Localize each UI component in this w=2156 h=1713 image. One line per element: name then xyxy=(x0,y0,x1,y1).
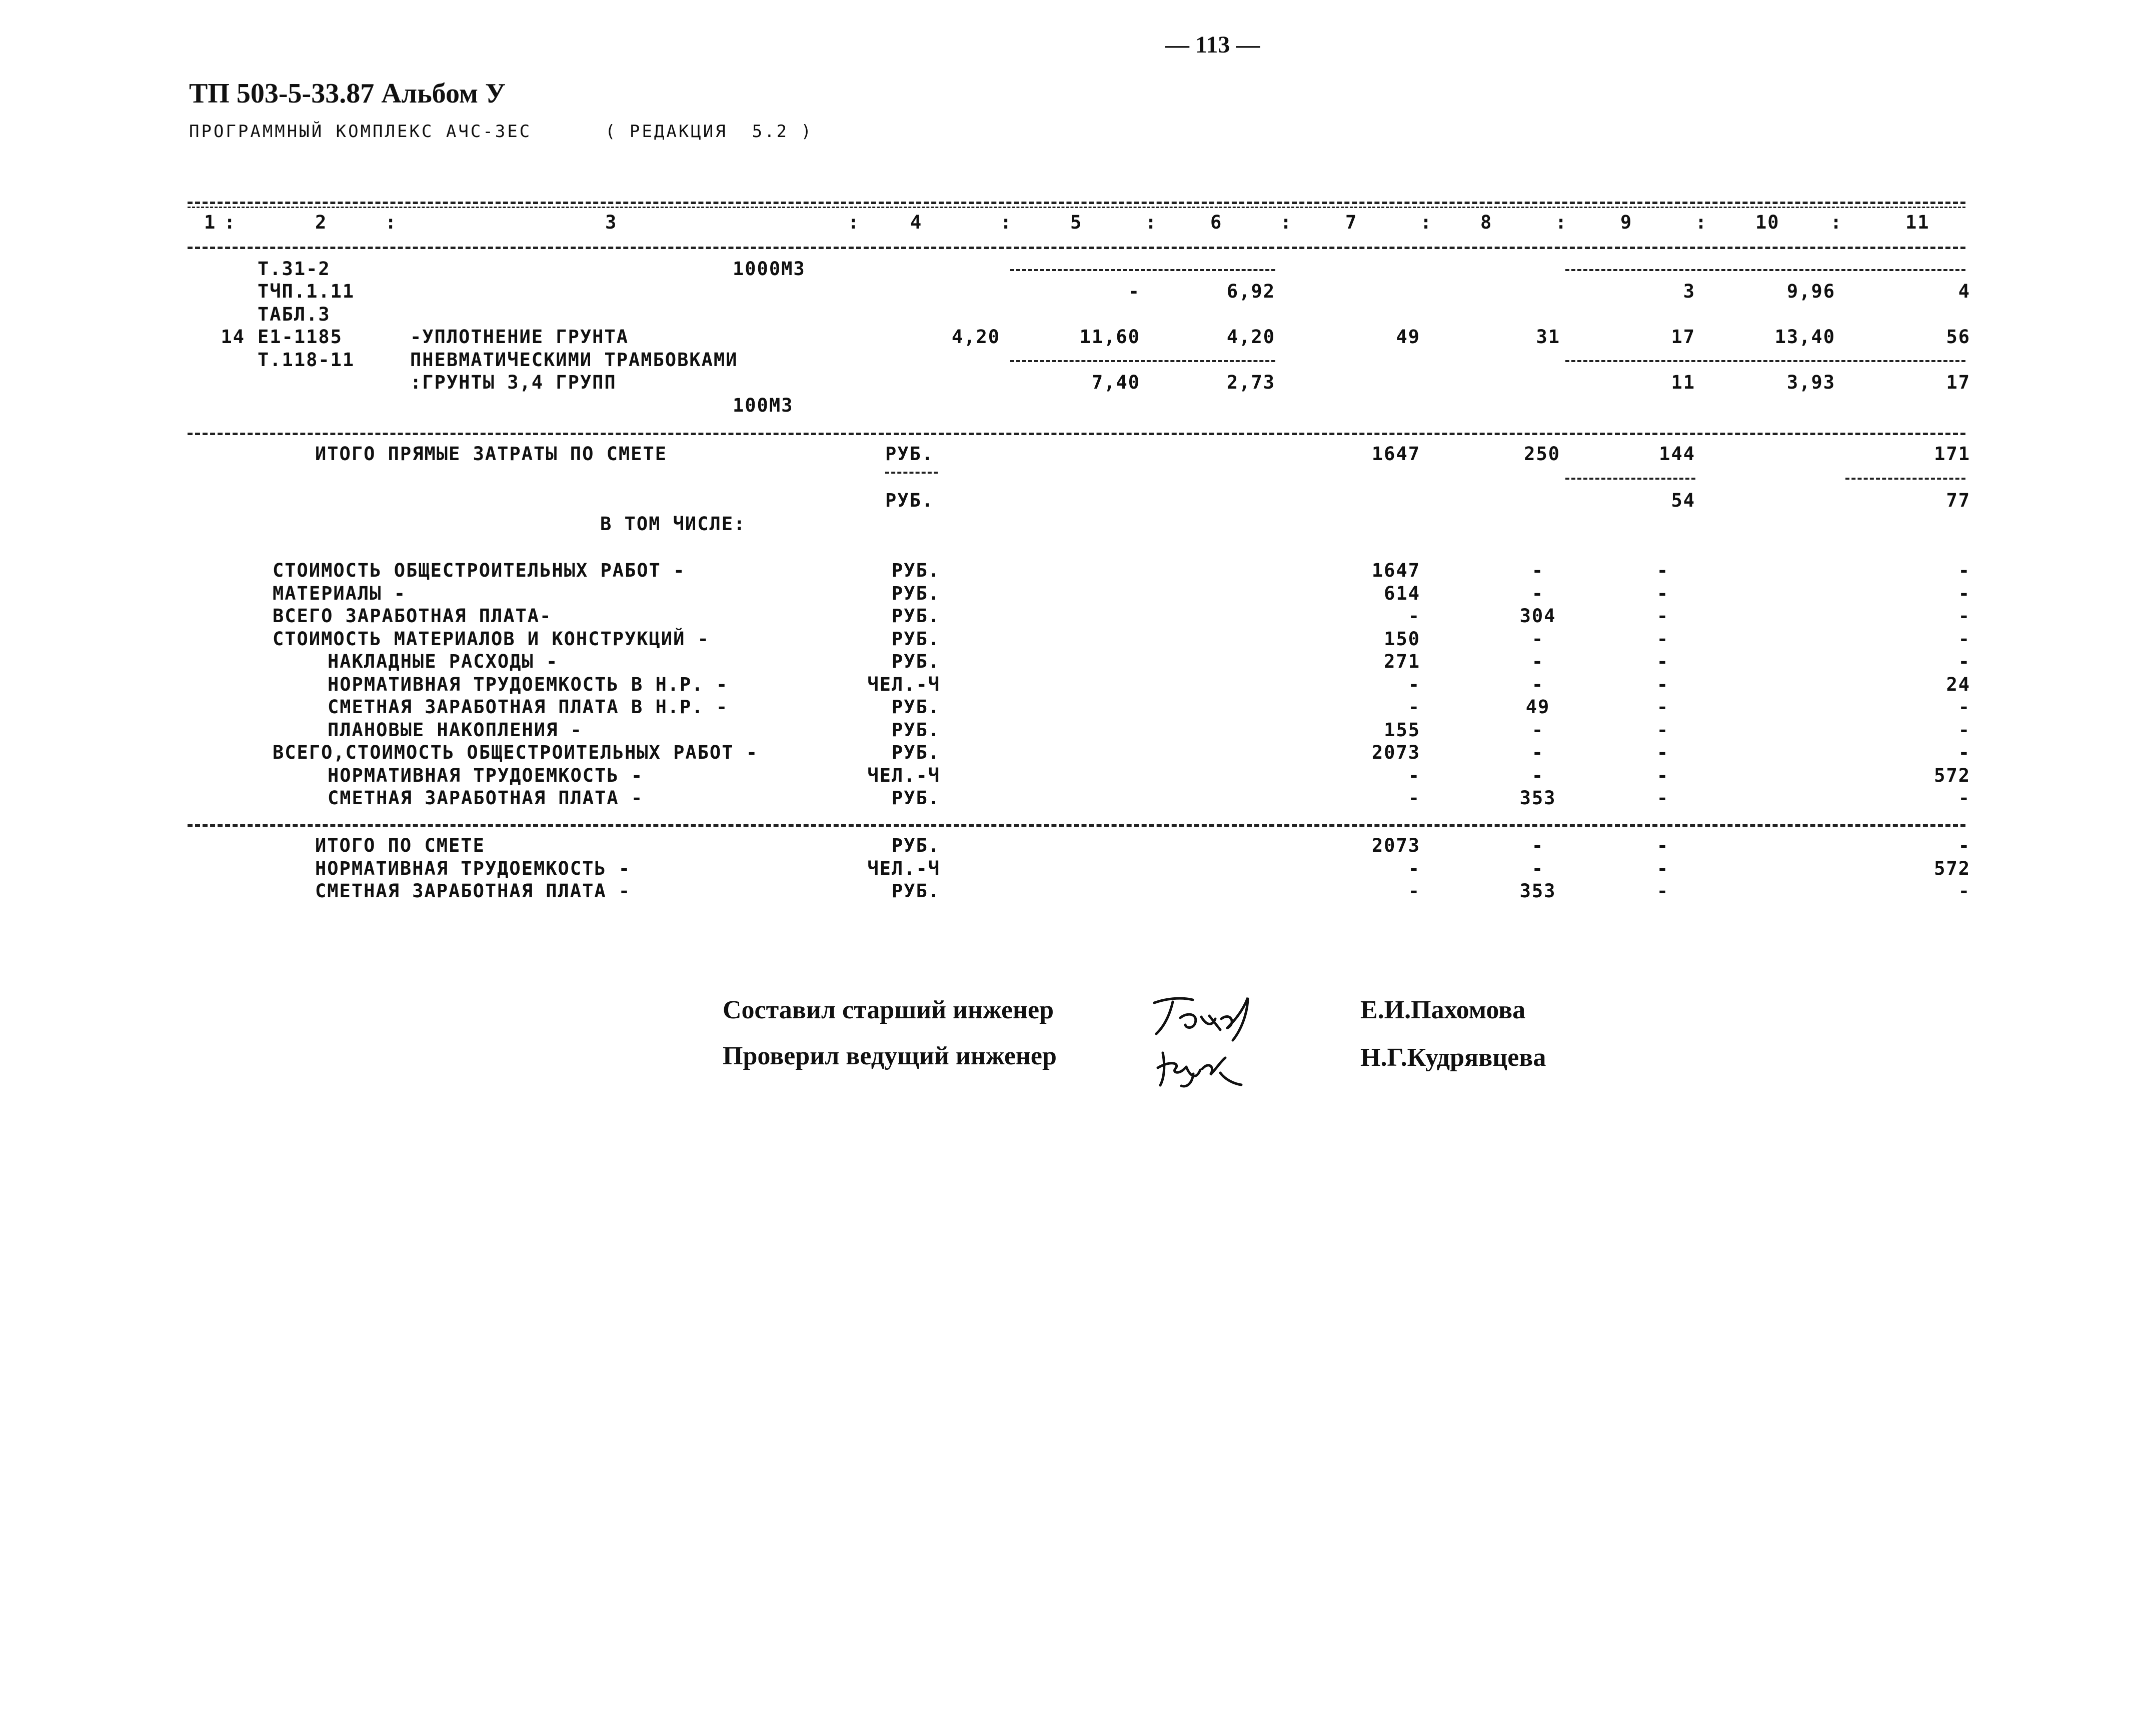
breakdown-c8: - xyxy=(1531,583,1544,604)
breakdown-c9: - xyxy=(1656,765,1669,786)
column-separator: : xyxy=(848,212,860,233)
column-number: 3 xyxy=(605,212,618,233)
breakdown-c7: 271 xyxy=(1384,651,1420,672)
including-label: В ТОМ ЧИСЛЕ: xyxy=(600,513,746,535)
breakdown-c7: - xyxy=(1408,765,1420,786)
breakdown-unit: РУБ. xyxy=(891,605,940,627)
column-number: 4 xyxy=(910,212,923,233)
table-cell-c2: Е1-1185 xyxy=(258,326,343,348)
table-cell-c2: ТЧП.1.11 xyxy=(258,281,355,302)
column-number: 5 xyxy=(1070,212,1083,233)
program-line: ПРОГРАММНЫЙ КОМПЛЕКС АЧС-ЗЕС ( РЕДАКЦИЯ 5.2 ) xyxy=(189,122,813,142)
breakdown-c8: - xyxy=(1531,628,1544,650)
breakdown-c9: - xyxy=(1656,628,1669,650)
breakdown-c11: - xyxy=(1958,696,1970,718)
column-number: 2 xyxy=(315,212,328,233)
breakdown-unit: РУБ. xyxy=(891,628,940,650)
signature-image-1 xyxy=(1145,988,1265,1043)
final-c7: 2073 xyxy=(1371,835,1420,856)
table-cell-c9: 17 xyxy=(1671,326,1695,348)
breakdown-c11: - xyxy=(1958,605,1970,627)
table-cell-c5: - xyxy=(1128,281,1140,302)
breakdown-c9: - xyxy=(1656,742,1669,763)
final-c11: - xyxy=(1958,835,1970,856)
breakdown-c8: 49 xyxy=(1525,696,1550,718)
final-c11: 572 xyxy=(1934,858,1970,879)
column-number: 1 xyxy=(204,212,217,233)
table-cell-c1: 14 xyxy=(221,326,245,348)
breakdown-unit: ЧЕЛ.-Ч xyxy=(867,674,940,695)
table-cell-c2: Т.31-2 xyxy=(258,258,331,280)
sub-c11: 77 xyxy=(1946,490,1970,511)
table-cell-c5: 11,60 xyxy=(1079,326,1140,348)
breakdown-c8: - xyxy=(1531,560,1544,581)
breakdown-label: СТОИМОСТЬ МАТЕРИАЛОВ И КОНСТРУКЦИЙ - xyxy=(273,628,710,650)
breakdown-label: ВСЕГО ЗАРАБОТНАЯ ПЛАТА- xyxy=(273,605,552,627)
column-separator: : xyxy=(1000,212,1013,233)
breakdown-c7: - xyxy=(1408,787,1420,809)
column-separator: : xyxy=(1830,212,1843,233)
table-cell-c11: 4 xyxy=(1958,281,1970,302)
breakdown-c7: 1647 xyxy=(1371,560,1420,581)
column-separator: : xyxy=(1280,212,1293,233)
column-number: 6 xyxy=(1210,212,1223,233)
breakdown-c7: - xyxy=(1408,674,1420,695)
breakdown-c11: - xyxy=(1958,787,1970,809)
breakdown-c11: - xyxy=(1958,560,1970,581)
breakdown-unit: РУБ. xyxy=(891,787,940,809)
breakdown-c11: - xyxy=(1958,742,1970,763)
cell-sub-rule xyxy=(1010,269,1275,271)
breakdown-c8: - xyxy=(1531,674,1544,695)
checked-by-name: Н.Г.Кудрявцева xyxy=(1360,1043,1546,1072)
table-cell-c9: 3 xyxy=(1683,281,1695,302)
breakdown-c7: - xyxy=(1408,605,1420,627)
section-rule xyxy=(188,433,1965,435)
direct-costs-c9: 144 xyxy=(1659,443,1695,465)
table-cell-c10: 3,93 xyxy=(1786,372,1835,393)
sub-unit: РУБ. xyxy=(885,490,934,511)
column-number: 8 xyxy=(1480,212,1493,233)
breakdown-label: ПЛАНОВЫЕ НАКОПЛЕНИЯ - xyxy=(328,719,583,741)
sub-c9: 54 xyxy=(1671,490,1695,511)
breakdown-c9: - xyxy=(1656,674,1669,695)
breakdown-c7: 155 xyxy=(1384,719,1420,741)
column-separator: : xyxy=(1555,212,1568,233)
column-separator: : xyxy=(1145,212,1158,233)
breakdown-c7: 614 xyxy=(1384,583,1420,604)
breakdown-c8: - xyxy=(1531,742,1544,763)
breakdown-label: НОРМАТИВНАЯ ТРУДОЕМКОСТЬ - xyxy=(328,765,644,786)
final-c8: - xyxy=(1531,835,1544,856)
breakdown-c11: - xyxy=(1958,719,1970,741)
breakdown-c8: - xyxy=(1531,719,1544,741)
breakdown-unit: РУБ. xyxy=(891,560,940,581)
table-top-rule-2 xyxy=(188,207,1965,208)
column-number: 10 xyxy=(1755,212,1780,233)
c11-underline xyxy=(1845,478,1965,480)
breakdown-c9: - xyxy=(1656,696,1669,718)
breakdown-label: СМЕТНАЯ ЗАРАБОТНАЯ ПЛАТА - xyxy=(328,787,644,809)
breakdown-c7: 2073 xyxy=(1371,742,1420,763)
header-bottom-rule xyxy=(188,247,1965,249)
final-unit: РУБ. xyxy=(891,835,940,856)
direct-costs-c11: 171 xyxy=(1934,443,1970,465)
breakdown-c9: - xyxy=(1656,651,1669,672)
breakdown-c7: - xyxy=(1408,696,1420,718)
direct-costs-c8: 250 xyxy=(1524,443,1560,465)
final-unit: ЧЕЛ.-Ч xyxy=(867,858,940,879)
column-separator: : xyxy=(224,212,237,233)
breakdown-unit: ЧЕЛ.-Ч xyxy=(867,765,940,786)
direct-costs-c7: 1647 xyxy=(1371,443,1420,465)
column-number: 9 xyxy=(1620,212,1633,233)
final-c9: - xyxy=(1656,858,1669,879)
column-number: 7 xyxy=(1345,212,1358,233)
final-c8: - xyxy=(1531,858,1544,879)
breakdown-unit: РУБ. xyxy=(891,696,940,718)
compiled-by-role: Составил старший инженер xyxy=(723,996,1054,1024)
table-cell-c5: 7,40 xyxy=(1091,372,1140,393)
table-cell-c9: 11 xyxy=(1671,372,1695,393)
table-cell-c11: 17 xyxy=(1946,372,1970,393)
signature-image-2 xyxy=(1150,1038,1250,1093)
column-number: 11 xyxy=(1905,212,1930,233)
breakdown-label: СТОИМОСТЬ ОБЩЕСТРОИТЕЛЬНЫХ РАБОТ - xyxy=(273,560,686,581)
table-cell-c3: 1000М3 xyxy=(733,258,806,280)
final-c9: - xyxy=(1656,880,1669,902)
final-label: НОРМАТИВНАЯ ТРУДОЕМКОСТЬ - xyxy=(315,858,631,879)
table-cell-c3: 100М3 xyxy=(733,395,794,416)
table-cell-c3: ПНЕВМАТИЧЕСКИМИ ТРАМБОВКАМИ xyxy=(410,349,738,371)
unit-underline xyxy=(885,472,938,474)
breakdown-c9: - xyxy=(1656,787,1669,809)
direct-costs-label: ИТОГО ПРЯМЫЕ ЗАТРАТЫ ПО СМЕТЕ xyxy=(315,443,668,465)
page-number: — 113 — xyxy=(1165,32,1260,58)
breakdown-unit: РУБ. xyxy=(891,742,940,763)
c9-underline xyxy=(1565,478,1695,480)
column-separator: : xyxy=(385,212,398,233)
breakdown-c8: 304 xyxy=(1519,605,1556,627)
cell-sub-rule xyxy=(1565,360,1965,362)
breakdown-unit: РУБ. xyxy=(891,719,940,741)
breakdown-label: НОРМАТИВНАЯ ТРУДОЕМКОСТЬ В Н.Р. - xyxy=(328,674,729,695)
final-c11: - xyxy=(1958,880,1970,902)
breakdown-c11: - xyxy=(1958,651,1970,672)
breakdown-c11: - xyxy=(1958,583,1970,604)
breakdown-c7: 150 xyxy=(1384,628,1420,650)
table-top-rule xyxy=(188,202,1965,204)
final-c7: - xyxy=(1408,880,1420,902)
table-cell-c11: 56 xyxy=(1946,326,1970,348)
table-cell-c8: 31 xyxy=(1536,326,1560,348)
final-label: ИТОГО ПО СМЕТЕ xyxy=(315,835,485,856)
table-cell-c10: 13,40 xyxy=(1774,326,1835,348)
column-separator: : xyxy=(1420,212,1433,233)
breakdown-c8: 353 xyxy=(1519,787,1556,809)
table-cell-c7: 49 xyxy=(1396,326,1420,348)
breakdown-c9: - xyxy=(1656,605,1669,627)
breakdown-c9: - xyxy=(1656,719,1669,741)
final-c9: - xyxy=(1656,835,1669,856)
table-cell-c2: ТАБЛ.3 xyxy=(258,304,331,325)
table-cell-c3: -УПЛОТНЕНИЕ ГРУНТА xyxy=(410,326,629,348)
breakdown-c9: - xyxy=(1656,560,1669,581)
table-cell-c6: 6,92 xyxy=(1226,281,1275,302)
table-cell-c2: Т.118-11 xyxy=(258,349,355,371)
table-cell-c3: :ГРУНТЫ 3,4 ГРУПП xyxy=(410,372,617,393)
cell-sub-rule xyxy=(1565,269,1965,271)
breakdown-c8: - xyxy=(1531,651,1544,672)
breakdown-c11: 24 xyxy=(1946,674,1970,695)
table-cell-c6: 4,20 xyxy=(1226,326,1275,348)
final-c8: 353 xyxy=(1519,880,1556,902)
compiled-by-name: Е.И.Пахомова xyxy=(1360,996,1526,1024)
direct-costs-unit: РУБ. xyxy=(885,443,934,465)
document-title: ТП 503-5-33.87 Альбом У xyxy=(189,78,506,109)
breakdown-label: МАТЕРИАЛЫ - xyxy=(273,583,407,604)
breakdown-unit: РУБ. xyxy=(891,651,940,672)
final-label: СМЕТНАЯ ЗАРАБОТНАЯ ПЛАТА - xyxy=(315,880,631,902)
breakdown-c9: - xyxy=(1656,583,1669,604)
breakdown-end-rule xyxy=(188,824,1965,827)
breakdown-label: НАКЛАДНЫЕ РАСХОДЫ - xyxy=(328,651,559,672)
breakdown-c11: 572 xyxy=(1934,765,1970,786)
table-cell-c4: 4,20 xyxy=(951,326,1000,348)
final-c7: - xyxy=(1408,858,1420,879)
checked-by-role: Проверил ведущий инженер xyxy=(723,1042,1057,1070)
cell-sub-rule xyxy=(1010,360,1275,362)
breakdown-unit: РУБ. xyxy=(891,583,940,604)
breakdown-c8: - xyxy=(1531,765,1544,786)
column-separator: : xyxy=(1695,212,1708,233)
table-cell-c6: 2,73 xyxy=(1226,372,1275,393)
table-cell-c10: 9,96 xyxy=(1786,281,1835,302)
final-unit: РУБ. xyxy=(891,880,940,902)
breakdown-label: СМЕТНАЯ ЗАРАБОТНАЯ ПЛАТА В Н.Р. - xyxy=(328,696,729,718)
breakdown-label: ВСЕГО,СТОИМОСТЬ ОБЩЕСТРОИТЕЛЬНЫХ РАБОТ - xyxy=(273,742,759,763)
breakdown-c11: - xyxy=(1958,628,1970,650)
